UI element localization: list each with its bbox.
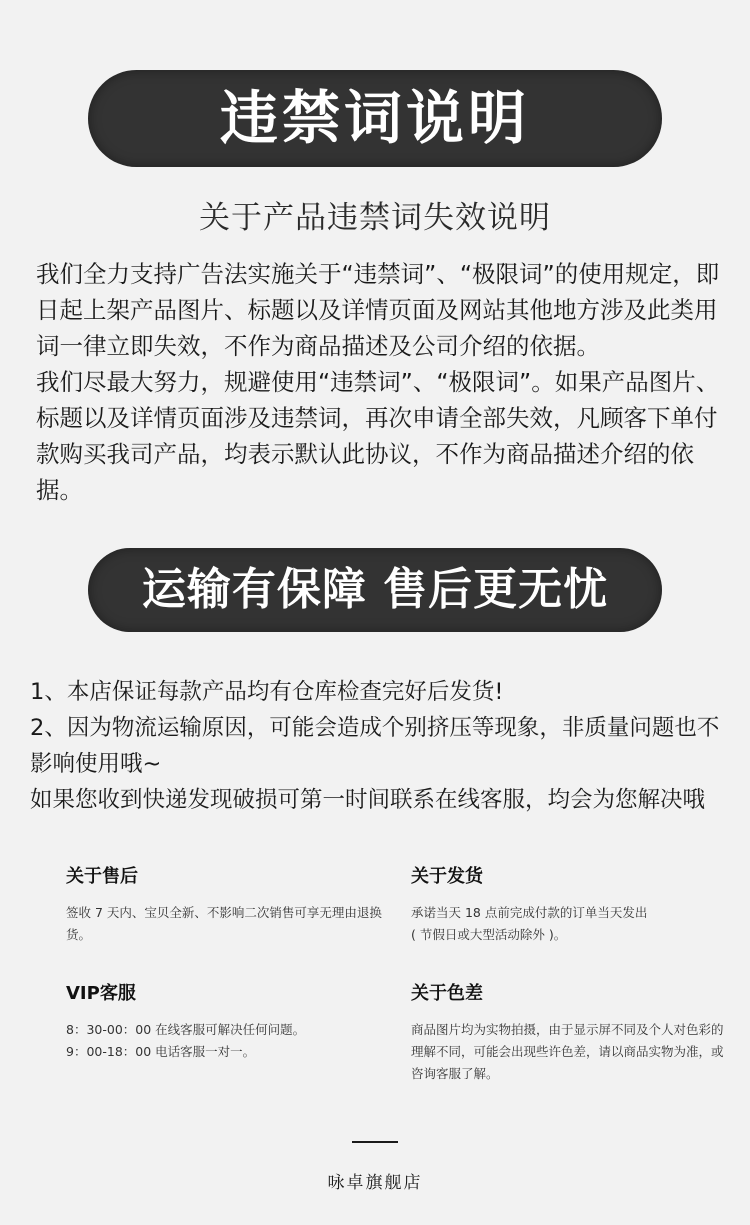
- info-title: VIP客服: [66, 983, 136, 1004]
- shipping-list: [30, 674, 730, 818]
- vip-service-info: [66, 979, 386, 1063]
- section-subtitle: 关于产品违禁词失效说明: [199, 200, 551, 236]
- divider: [352, 1141, 398, 1143]
- info-text: 承诺当天 18 点前完成付款的订单当天发出: [411, 905, 648, 920]
- banner-title: 违禁词说明: [219, 84, 530, 152]
- shipping-banner: [88, 548, 662, 632]
- info-title: 关于发货: [411, 866, 483, 887]
- info-text: 8：30-00：00 在线客服可解决任何问题。: [66, 1022, 306, 1037]
- info-title: 关于色差: [411, 983, 483, 1004]
- list-item: 2、因为物流运输原因，可能会造成个别挤压等现象，非质量问题也不影响使用哦~: [30, 715, 720, 777]
- info-text: 9：00-18：00 电话客服一对一。: [66, 1044, 256, 1059]
- disclaimer-paragraph: 我们尽最大努力，规避使用“违禁词”、“极限词”。如果产品图片、标题以及详情页面涉及违禁词，再次申请全部失效，凡顾客下单付款购买我司产品，均表示默认此协议，不作为商品描述介绍的依据。: [36, 368, 720, 504]
- color-diff-info: [411, 979, 731, 1085]
- store-name: 咏卓旗舰店: [327, 1173, 423, 1193]
- delivery-info: [411, 862, 731, 946]
- after-sale-info: [66, 862, 386, 946]
- list-item: 如果您收到快递发现破损可第一时间联系在线客服，均会为您解决哦: [30, 787, 706, 813]
- list-item: 1、本店保证每款产品均有仓库检查完好后发货!: [30, 679, 504, 705]
- info-text: 签收 7 天内、宝贝全新、不影响二次销售可享无理由退换货。: [66, 905, 382, 942]
- banner-title: 运输有保障 售后更无忧: [141, 564, 609, 615]
- header-banner: [88, 70, 662, 167]
- info-text: ( 节假日或大型活动除外 )。: [411, 927, 567, 942]
- disclaimer-paragraph: 我们全力支持广告法实施关于“违禁词”、“极限词”的使用规定，即日起上架产品图片、标题以及详情页面及网站其他地方涉及此类用词一律立即失效，不作为商品描述及公司介绍的依据。: [36, 260, 720, 360]
- info-title: 关于售后: [66, 866, 138, 887]
- info-text: 商品图片均为实物拍摄，由于显示屏不同及个人对色彩的理解不同，可能会出现些许色差，请以商品实物为准，或咨询客服了解。: [411, 1022, 724, 1081]
